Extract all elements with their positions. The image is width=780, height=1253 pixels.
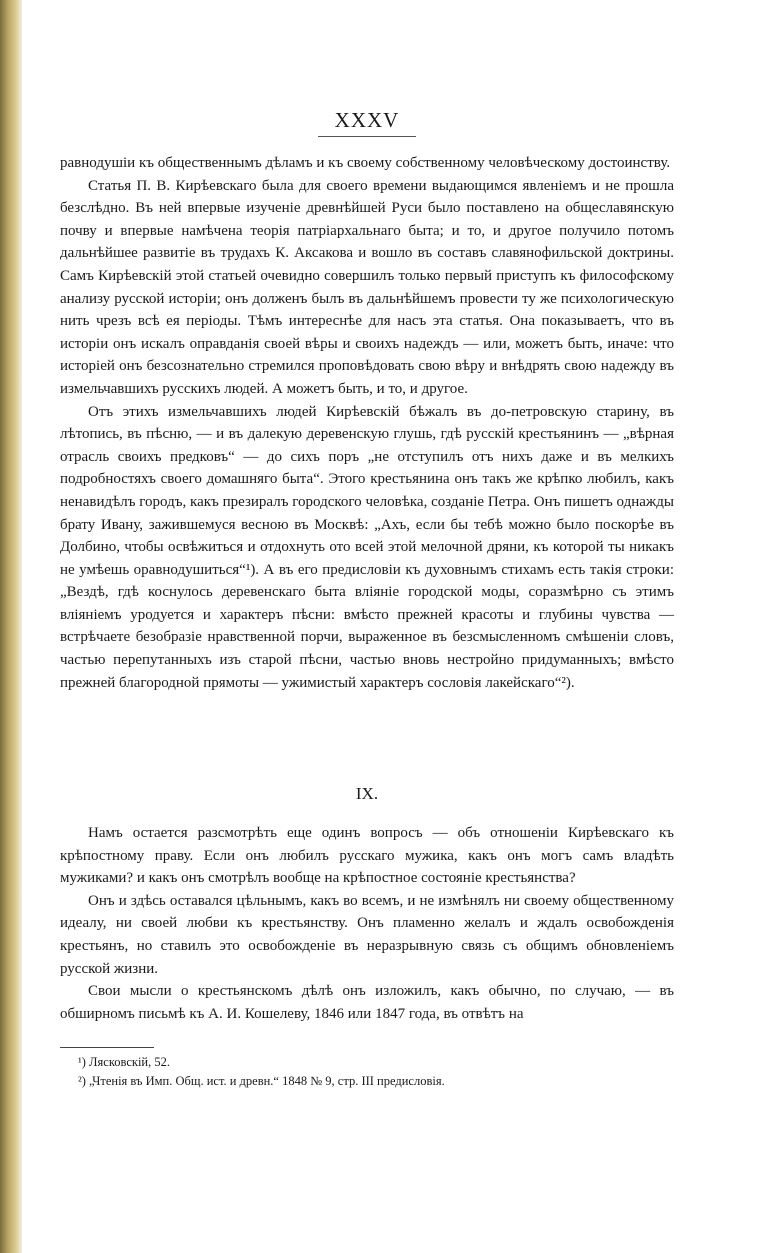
footnote-rule bbox=[60, 1047, 154, 1048]
page-number-rule bbox=[318, 136, 416, 137]
footnote-text: Лясковскій, 52. bbox=[85, 1055, 170, 1069]
body-text-top bbox=[60, 152, 674, 694]
book-binding-edge bbox=[0, 0, 22, 1253]
footnote bbox=[60, 1053, 674, 1072]
page-number: XXXV bbox=[334, 108, 400, 132]
footnote-mark: ¹) bbox=[78, 1055, 86, 1069]
book-page bbox=[60, 0, 674, 1253]
paragraph: Намъ остается разсмотрѣть еще одинъ вопросъ — объ отношеніи Кирѣевскаго къ крѣпостному праву. Если онъ любилъ русскаго мужика, какъ онъ могъ самъ владѣть мужиками? и какъ онъ смотрѣлъ вообще на крѣпостное состояніе крестьянства? bbox=[60, 825, 674, 887]
footnote bbox=[60, 1072, 674, 1091]
paragraph: Статья П. В. Кирѣевскаго была для своего времени выдающимся явленіемъ и не прошла безслѣдно. Въ ней впервые изученіе древнѣйшей Руси было поставлено на общеславянскую почву и впервые намѣчена теорія патріархальнаго быта; и то, и другое получило потомъ дальнѣйшее развитіе въ трудахъ К. Аксакова и вошло въ составъ славянофильской доктрины. Самъ Кирѣевскій этой статьей очевидно совершилъ только первый приступъ къ философскому анализу русской исторіи; онъ долженъ былъ въ дальнѣйшемъ провести ту же психологическую нить чрезъ всѣ ея періоды. Тѣмъ интереснѣе для насъ эта статья. Она показываетъ, что въ исторіи онъ искалъ оправданія своей вѣры и своихъ надеждъ — или, можетъ быть, иначе: что исторіей онъ безсознательно стремился проповѣдовать свою вѣру и внѣдрять свою надежду въ измельчавшихъ русскихъ людей. А можетъ быть, и то, и другое. bbox=[60, 177, 674, 397]
section-heading: IX. bbox=[355, 784, 379, 803]
paragraph: Отъ этихъ измельчавшихъ людей Кирѣевскій бѣжалъ въ до-петровскую старину, въ лѣтопись, въ пѣсню, — и въ далекую деревенскую глушь, гдѣ русскій крестьянинъ — „вѣрная отрасль своихъ предковъ“ — до сихъ поръ „не отступилъ отъ нихъ даже и въ мелкихъ подробностяхъ своего домашняго быта“. Этого крестьянина онъ такъ же крѣпко любилъ, какъ ненавидѣлъ городъ, какъ презиралъ городского человѣка, созданіе Петра. Онъ пишетъ однажды брату Ивану, зажившемуся весною въ Москвѣ: „Ахъ, если бы тебѣ можно было поскорѣе въ Долбино, чтобы освѣжиться и отдохнуть ото всей этой мелочной дряни, къ которой ты никакъ не умѣешь оравнодушиться“¹). А въ его предисловіи къ духовнымъ стихамъ есть такія строки: „Вездѣ, гдѣ коснулось деревенскаго быта вліяніе городской моды, соразмѣрно съ этимъ вліяніемъ уродуется и характеръ пѣсни: вмѣсто прежней красоты и глубины чувства — встрѣчаете безобразіе нравственной порчи, выраженное въ безсмысленномъ смѣшеніи словъ, частью перепутанныхъ изъ старой пѣсни, частью вновь нестройно придуманныхъ; вмѣсто прежней благородной прямоты — ужимистый характеръ сословія лакейскаго“²). bbox=[60, 403, 674, 691]
paragraph: Онъ и здѣсь оставался цѣльнымъ, какъ во всемъ, и не измѣнялъ ни своему общественному идеалу, ни своей любви къ крестьянству. Онъ пламенно желалъ и ждалъ освобожденія крестьянъ, но ставилъ это освобожденіе въ неразрывную связь съ общимъ обновленіемъ русской жизни. bbox=[60, 892, 674, 977]
paragraph: Свои мысли о крестьянскомъ дѣлѣ онъ изложилъ, какъ обычно, по случаю, — въ обширномъ письмѣ къ А. И. Кошелеву, 1846 или 1847 года, въ отвѣтъ на bbox=[60, 983, 674, 1022]
body-text-bottom bbox=[60, 822, 674, 1025]
footnote-text: „Чтенія въ Имп. Общ. ист. и древн.“ 1848 № 9, стр. III предисловія. bbox=[85, 1074, 445, 1088]
paragraph: равнодушіи къ общественнымъ дѣламъ и къ своему собственному человѣческому достоинству. bbox=[60, 155, 671, 171]
footnotes bbox=[60, 1053, 674, 1091]
footnote-mark: ²) bbox=[78, 1074, 86, 1088]
